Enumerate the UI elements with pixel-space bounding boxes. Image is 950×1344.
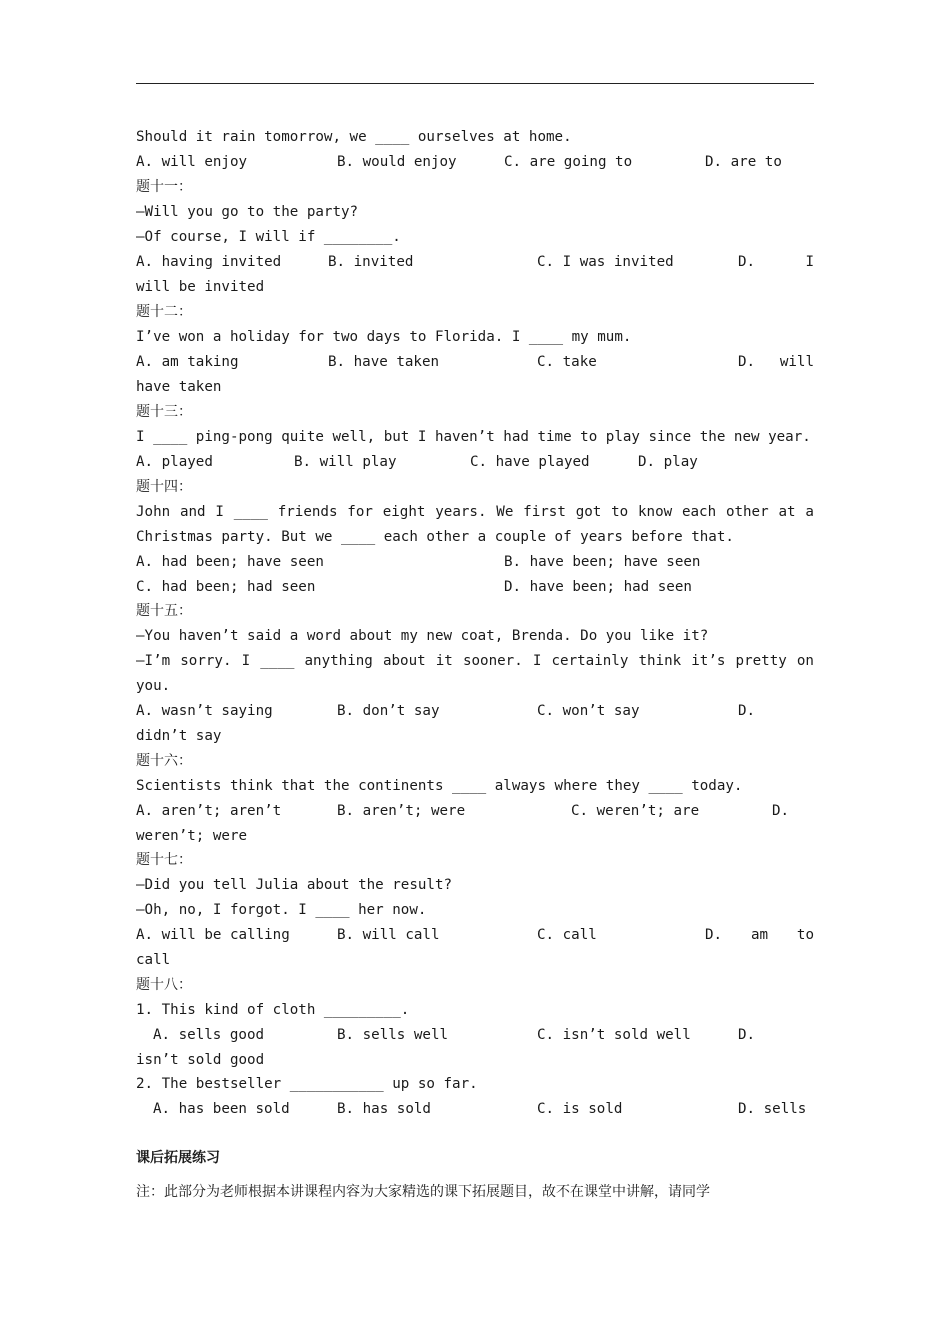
q18-part1-option-a: A. sells good bbox=[153, 1027, 265, 1043]
q15-word: I bbox=[532, 653, 542, 669]
q11-option-c: C. I was invited bbox=[537, 254, 674, 270]
q10-stem: Should it rain tomorrow, we ____ ourselves at home. bbox=[136, 129, 572, 145]
q14-word: know bbox=[638, 504, 673, 520]
q16-option-a: A. aren’t; aren’t bbox=[136, 803, 282, 819]
q17-option-d: D. bbox=[705, 927, 723, 943]
q17-option-a: A. will be calling bbox=[136, 927, 290, 943]
q18-part1-options bbox=[136, 1023, 814, 1047]
q15-word: —I’m bbox=[136, 653, 171, 669]
q10-options bbox=[136, 150, 814, 174]
q15-word: think bbox=[638, 653, 682, 669]
q13-option-b: B. will play bbox=[294, 454, 397, 470]
q15-word: sorry. bbox=[180, 653, 232, 669]
q18-part2-option-b: B. has sold bbox=[337, 1101, 431, 1117]
section-title: 课后拓展练习 bbox=[136, 1150, 220, 1166]
q11-option-d-cont: will be invited bbox=[136, 279, 265, 295]
q10-option-c: C. are going to bbox=[504, 154, 633, 170]
q10-option-a: A. will enjoy bbox=[136, 154, 248, 170]
q12-option-d: D. bbox=[738, 354, 756, 370]
q14-blank: ____ bbox=[233, 504, 268, 520]
q14-option-a: A. had been; have seen bbox=[136, 554, 324, 570]
q12-option-d-text: will bbox=[779, 354, 814, 370]
q14-word: We bbox=[496, 504, 514, 520]
q17-option-b: B. will call bbox=[337, 927, 440, 943]
q15-option-a: A. wasn’t saying bbox=[136, 703, 273, 719]
q15-line2 bbox=[136, 649, 814, 673]
q15-word: pretty bbox=[735, 653, 787, 669]
q18-part1-option-b: B. sells well bbox=[337, 1027, 449, 1043]
q11-option-d-text: I bbox=[805, 254, 814, 270]
q15-word: I bbox=[241, 653, 251, 669]
q15-option-b: B. don’t say bbox=[337, 703, 440, 719]
header-rule bbox=[136, 83, 814, 84]
q16-stem: Scientists think that the continents ____ always where they ____ today. bbox=[136, 778, 743, 794]
q15-word: it bbox=[435, 653, 453, 669]
q18-heading: 题十八： bbox=[136, 977, 192, 993]
q13-option-c: C. have played bbox=[470, 454, 590, 470]
q11-line2: —Of course, I will if ________. bbox=[136, 229, 401, 245]
q18-part2-options bbox=[136, 1097, 814, 1121]
q14-stem-line2: Christmas party. But we ____ each other a couple of years before that. bbox=[136, 529, 734, 545]
q16-option-c: C. weren’t; are bbox=[571, 803, 700, 819]
section-note: 注：此部分为老师根据本讲课程内容为大家精选的课下拓展题目，故不在课堂中讲解，请同学 bbox=[136, 1184, 710, 1200]
q14-options-row2 bbox=[136, 575, 814, 599]
q16-option-b: B. aren’t; were bbox=[337, 803, 466, 819]
q15-word: on bbox=[796, 653, 814, 669]
q12-options bbox=[136, 350, 814, 374]
q18-part1-option-d-cont: isn’t sold good bbox=[136, 1052, 265, 1068]
q15-blank: ____ bbox=[260, 653, 295, 669]
q14-heading: 题十四： bbox=[136, 479, 192, 495]
q15-word: about bbox=[382, 653, 426, 669]
q15-heading: 题十五： bbox=[136, 603, 192, 619]
q14-word: got bbox=[575, 504, 602, 520]
q10-option-b: B. would enjoy bbox=[337, 154, 457, 170]
q12-stem: I’ve won a holiday for two days to Florida. I ____ my mum. bbox=[136, 329, 632, 345]
q12-option-c: C. take bbox=[537, 354, 597, 370]
q12-option-d-cont: have taken bbox=[136, 379, 222, 395]
q17-option-d-text-1: am bbox=[751, 927, 769, 943]
q18-part1-option-c: C. isn’t sold well bbox=[537, 1027, 691, 1043]
q15-word: certainly bbox=[551, 653, 629, 669]
q15-line1: —You haven’t said a word about my new coat, Brenda. Do you like it? bbox=[136, 628, 709, 644]
q17-options bbox=[136, 923, 814, 947]
q14-word: first bbox=[523, 504, 566, 520]
q15-word: it’s bbox=[691, 653, 726, 669]
q14-word: friends bbox=[277, 504, 338, 520]
q11-option-a: A. having invited bbox=[136, 254, 282, 270]
q14-option-c: C. had been; had seen bbox=[136, 579, 316, 595]
q16-heading: 题十六： bbox=[136, 753, 192, 769]
q11-options bbox=[136, 250, 814, 274]
q15-option-c: C. won’t say bbox=[537, 703, 640, 719]
q14-word: eight bbox=[382, 504, 426, 520]
q14-word: at bbox=[778, 504, 796, 520]
q17-option-d-text-2: to bbox=[796, 927, 814, 943]
q17-line1: —Did you tell Julia about the result? bbox=[136, 877, 453, 893]
q11-line1: —Will you go to the party? bbox=[136, 204, 359, 220]
q18-part2-option-d: D. sells bbox=[738, 1101, 807, 1117]
q11-option-d: D. bbox=[738, 254, 756, 270]
q17-option-c: C. call bbox=[537, 927, 597, 943]
q13-options bbox=[136, 450, 814, 474]
q15-option-d-cont: didn’t say bbox=[136, 728, 222, 744]
q14-word: years. bbox=[435, 504, 487, 520]
q14-word: and bbox=[179, 504, 206, 520]
q18-part2-stem: 2. The bestseller ___________ up so far. bbox=[136, 1076, 478, 1092]
q14-word: for bbox=[347, 504, 373, 520]
q12-option-a: A. am taking bbox=[136, 354, 239, 370]
q14-word: a bbox=[805, 504, 814, 520]
q17-line2: —Oh, no, I forgot. I ____ her now. bbox=[136, 902, 427, 918]
q16-option-d: D. bbox=[772, 803, 790, 819]
q13-stem: I ____ ping-pong quite well, but I haven’t had time to play since the new year. bbox=[136, 429, 811, 445]
q17-heading: 题十七： bbox=[136, 852, 192, 868]
q14-word: each bbox=[681, 504, 717, 520]
q13-option-d: D. play bbox=[638, 454, 698, 470]
q16-option-d-cont: weren’t; were bbox=[136, 828, 248, 844]
q14-word: other bbox=[725, 504, 769, 520]
q15-option-d: D. bbox=[738, 703, 756, 719]
q14-word: to bbox=[611, 504, 629, 520]
q15-line3: you. bbox=[136, 678, 171, 694]
q11-option-b: B. invited bbox=[328, 254, 414, 270]
q14-word: I bbox=[215, 504, 224, 520]
q14-options-row1 bbox=[136, 550, 814, 574]
q11-heading: 题十一： bbox=[136, 179, 192, 195]
q13-heading: 题十三： bbox=[136, 404, 192, 420]
q14-word: John bbox=[136, 504, 171, 520]
q15-word: sooner. bbox=[462, 653, 523, 669]
q18-part2-option-a: A. has been sold bbox=[153, 1101, 290, 1117]
q17-option-d-cont: call bbox=[136, 952, 171, 968]
q18-part1-stem: 1. This kind of cloth _________. bbox=[136, 1002, 410, 1018]
q18-part2-option-c: C. is sold bbox=[537, 1101, 623, 1117]
q15-options bbox=[136, 699, 814, 723]
q16-options bbox=[136, 799, 814, 823]
q12-heading: 题十二： bbox=[136, 304, 192, 320]
q13-option-a: A. played bbox=[136, 454, 213, 470]
q12-option-b: B. have taken bbox=[328, 354, 440, 370]
q10-option-d: D. are to bbox=[705, 154, 782, 170]
q18-part1-option-d: D. bbox=[738, 1027, 756, 1043]
q14-option-b: B. have been; have seen bbox=[504, 554, 701, 570]
q14-option-d: D. have been; had seen bbox=[504, 579, 692, 595]
q15-word: anything bbox=[304, 653, 373, 669]
q14-stem-line1 bbox=[136, 500, 814, 524]
